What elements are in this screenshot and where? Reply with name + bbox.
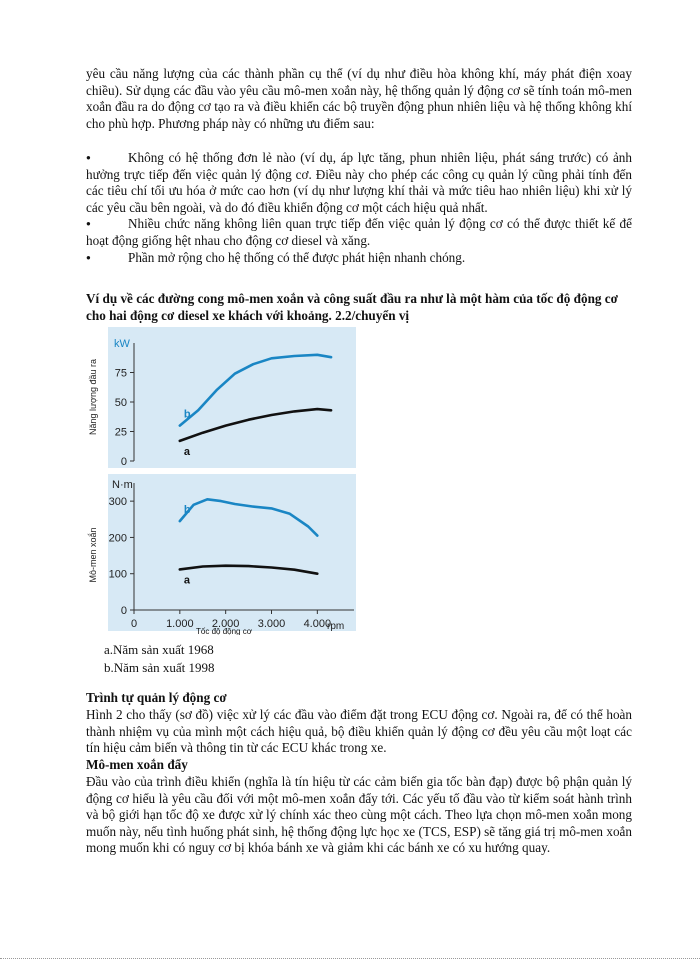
torque-x-tick-label: 4.000 xyxy=(303,618,332,630)
bullet-item: ● Không có hệ thống đơn lẻ nào (ví dụ, áp lực tăng, phun nhiên liệu, phát sáng trước) có ảnh hưởng trực tiếp đến việc quản lý động cơ. Điều này cho phép các công cụ quản lý cũng phải tính đến các tiêu chí tối ưu hóa ở mức cao hơn (ví dụ như lượng khí thải và mức tiêu hao nhiên liệu) khi xử lý các yêu cầu bên ngoài, và do đó điều khiển động cơ một cách hiệu quả nhất. xyxy=(86,150,632,216)
torque-y-tick-label: 100 xyxy=(108,568,127,581)
torque-series-a-label: a xyxy=(183,574,190,587)
power-y-tick-label: 50 xyxy=(114,397,127,409)
legend-item-b: b.Năm sản xuất 1998 xyxy=(104,660,215,675)
torque-x-tick-label: 0 xyxy=(130,618,138,630)
power-series-b-label: b xyxy=(183,408,191,421)
torque-y-tick-label: 0 xyxy=(120,605,127,617)
bullet-item: ● Nhiều chức năng không liên quan trực tiếp đến việc quản lý động cơ có thể được thiết kế để hoạt động giống hệt nhau cho động cơ diesel và xăng. xyxy=(86,216,632,249)
power-y-tick-label: 75 xyxy=(114,367,127,380)
section-paragraph: Hình 2 cho thấy (sơ đồ) việc xử lý các đầu vào điểm đặt trong ECU động cơ. Ngoài ra, để có thể hoàn thành nhiệm vụ của mình một cách hiệu quả, bộ điều khiển quản lý động cơ đều yêu cầu một loạt các tín hiệu cảm biến và thông tin từ các ECU khác trong xe. xyxy=(86,707,632,756)
figure-chart xyxy=(86,323,356,635)
intro-paragraph: yêu cầu năng lượng của các thành phần cụ thể (ví dụ như điều hòa không khí, máy phát điện xoay chiều). Sử dụng các đầu vào yêu cầu mô-men xoắn này, hệ thống quản lý động cơ sẽ tính toán mô-men xoắn đầu ra do động cơ tạo ra và điều khiển các bộ truyền động phun nhiên liệu và hệ thống không khí cho phù hợp. Phương pháp này có những ưu điểm sau: xyxy=(86,66,632,131)
figure-legend xyxy=(104,641,214,677)
chart-svg xyxy=(86,323,356,635)
torque-x-tick-label: 2.000 xyxy=(211,618,240,630)
power-series-a-label: a xyxy=(183,445,190,458)
section-heading: Trình tự quản lý động cơ xyxy=(86,690,227,705)
page-bottom-rule xyxy=(0,958,700,959)
figure-caption: Ví dụ về các đường cong mô-men xoắn và công suất đầu ra như là một hàm của tốc độ động cơ cho hai động cơ diesel xe khách với khoảng. 2.2/chuyển vị xyxy=(86,291,618,323)
torque-axis-title: Mô-men xoắn xyxy=(88,527,98,583)
x-unit-label: rpm xyxy=(327,621,345,632)
chart-background xyxy=(108,327,356,631)
torque-x-tick-label: 1.000 xyxy=(166,618,194,630)
torque-x-tick-label: 3.000 xyxy=(257,618,286,630)
torque-y-tick-label: 200 xyxy=(108,532,127,545)
x-axis-title: Tốc độ động cơ xyxy=(196,627,252,635)
power-y-tick-label: 25 xyxy=(114,426,127,439)
power-unit-label: kW xyxy=(114,338,130,350)
torque-y-tick-label: 300 xyxy=(108,496,127,509)
torque-series-b-label: b xyxy=(183,504,191,517)
power-y-tick-label: 0 xyxy=(120,456,127,468)
section-heading: Mô-men xoắn đẩy xyxy=(86,757,188,772)
advantages-list xyxy=(86,150,632,266)
torque-unit-label: N·m xyxy=(112,479,133,491)
legend-item-a: a.Năm sản xuất 1968 xyxy=(104,642,214,657)
power-axis-title: Năng lượng đầu ra xyxy=(88,359,98,435)
bullet-item: ● Phần mở rộng cho hệ thống có thể được phát hiện nhanh chóng. xyxy=(86,250,632,267)
panel-separator xyxy=(104,468,356,474)
section-paragraph: Đầu vào của trình điều khiển (nghĩa là tín hiệu từ các cảm biến gia tốc bàn đạp) được bộ phận quản lý động cơ hiểu là yêu cầu đối với một mô-men xoắn đẩy tới. Các yếu tố đầu vào từ kiểm soát hành trình và bộ giới hạn tốc độ xe được xử lý chính xác theo cùng một cách. Theo lựa chọn mô-men xoắn mong muốn này, nếu tình huống phát sinh, hệ thống động lực học xe (TCS, ESP) sẽ tăng giá trị mô-men xoắn mong muốn khi có nguy cơ bị khóa bánh xe và giảm khi các bánh xe có xu hướng quay. xyxy=(86,774,632,856)
